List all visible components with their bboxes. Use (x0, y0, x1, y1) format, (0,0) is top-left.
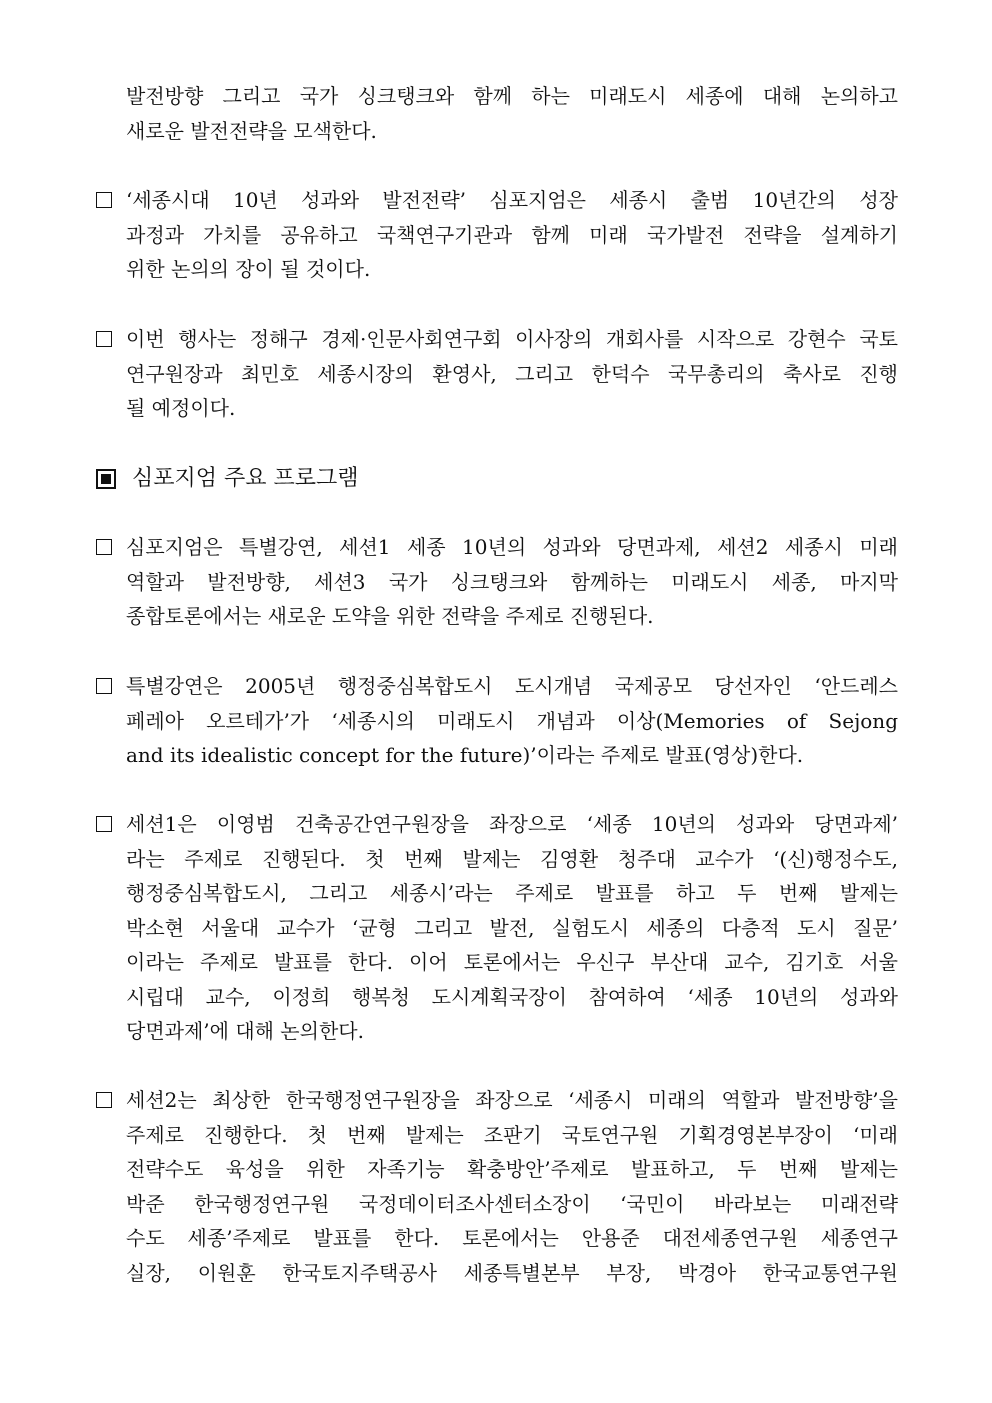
line-text: 전략수도 육성을 위한 자족기능 확충방안’주제로 발표하고, 두 번째 발제는 (126, 1157, 898, 1181)
section-heading (96, 461, 359, 497)
paragraph-line (96, 322, 898, 357)
paragraph-line (96, 945, 898, 980)
line-text: 박소현 서울대 교수가 ‘균형 그리고 발전, 실험도시 세종의 다층적 도시 질문’ (126, 915, 898, 940)
line-text: 연구원장과 최민호 세종시장의 환영사, 그리고 한덕수 국무총리의 축사로 진행 (126, 361, 898, 386)
paragraph-line (96, 79, 898, 114)
line-text: 실장, 이원훈 한국토지주택공사 세종특별본부 부장, 박경아 한국교통연구원 (126, 1260, 898, 1285)
line-text: 수도 세종’주제로 발표를 한다. 토론에서는 안용준 대전세종연구원 세종연구 (126, 1226, 898, 1250)
paragraph-line (96, 704, 898, 739)
line-text: 위한 논의의 장이 될 것이다. (126, 257, 371, 281)
paragraph-line (96, 738, 898, 773)
paragraph-line (96, 669, 898, 704)
paragraph-line (96, 1187, 898, 1222)
paragraph-line (96, 1221, 898, 1256)
line-text: 역할과 발전방향, 세션3 국가 싱크탱크와 함께하는 미래도시 세종, 마지막 (126, 569, 898, 594)
line-text: 주제로 진행한다. 첫 번째 발제는 조판기 국토연구원 기획경영본부장이 ‘미래 (126, 1122, 898, 1147)
line-text: 당면과제’에 대해 논의한다. (126, 1019, 364, 1043)
lecture-paragraph (96, 669, 898, 773)
paragraph-line (96, 183, 898, 218)
line-text: 세션1은 이영범 건축공간연구원장을 좌장으로 ‘세종 10년의 성과와 당면과제’ (126, 812, 898, 836)
paragraph-line (96, 876, 898, 911)
line-text: 이라는 주제로 발표를 한다. 이어 토론에서는 우신구 부산대 교수, 김기호 서울 (126, 950, 898, 974)
checkbox-icon (96, 816, 112, 832)
section-heading-text: 심포지엄 주요 프로그램 (132, 466, 359, 491)
line-text: 라는 주제로 진행된다. 첫 번째 발제는 김영환 청주대 교수가 ‘(신)행정수도, (126, 846, 898, 871)
intro-paragraph (96, 79, 898, 148)
paragraph-line (96, 218, 898, 253)
line-text: 페레아 오르테가’가 ‘세종시의 미래도시 개념과 이상(Memories of Sejong (126, 708, 898, 733)
line-text: 심포지엄은 특별강연, 세션1 세종 10년의 성과와 당면과제, 세션2 세종시 미래 (126, 535, 898, 559)
line-text: 박준 한국행정연구원 국정데이터조사센터소장이 ‘국민이 바라보는 미래전략 (126, 1191, 898, 1216)
line-text: 과정과 가치를 공유하고 국책연구기관과 함께 미래 국가발전 전략을 설계하기 (126, 222, 898, 247)
paragraph-line (96, 565, 898, 600)
symposium-paragraph (96, 183, 898, 287)
line-text: 이번 행사는 정해구 경제·인문사회연구회 이사장의 개회사를 시작으로 강현수 국토 (126, 327, 898, 351)
filled-square-icon (96, 469, 116, 489)
paragraph-line (96, 807, 898, 842)
paragraph-line (96, 1118, 898, 1153)
checkbox-icon (96, 539, 112, 555)
paragraph-line (96, 357, 898, 392)
paragraph-line (96, 252, 898, 287)
paragraph-line (96, 1014, 898, 1049)
line-text: 행정중심복합도시, 그리고 세종시’라는 주제로 발표를 하고 두 번째 발제는 (126, 881, 898, 905)
line-text: 세션2는 최상한 한국행정연구원장을 좌장으로 ‘세종시 미래의 역할과 발전방향’을 (126, 1088, 898, 1112)
line-text: 될 예정이다. (126, 396, 236, 420)
program-paragraph (96, 530, 898, 634)
session1-paragraph (96, 807, 898, 1049)
paragraph-line (96, 911, 898, 946)
paragraph-line (96, 980, 898, 1015)
paragraph-line (96, 114, 898, 149)
event-paragraph (96, 322, 898, 426)
checkbox-icon (96, 1092, 112, 1108)
paragraph-line (96, 530, 898, 565)
line-text: 시립대 교수, 이정희 행복청 도시계획국장이 참여하여 ‘세종 10년의 성과와 (126, 984, 898, 1009)
paragraph-line (96, 1152, 898, 1187)
paragraph-line (96, 391, 898, 426)
line-text: 새로운 발전전략을 모색한다. (126, 118, 377, 143)
line-text: ‘세종시대 10년 성과와 발전전략’ 심포지엄은 세종시 출범 10년간의 성장 (126, 188, 898, 212)
line-text: 발전방향 그리고 국가 싱크탱크와 함께 하는 미래도시 세종에 대해 논의하고 (126, 84, 898, 108)
paragraph-line (96, 1083, 898, 1118)
checkbox-icon (96, 678, 112, 694)
line-text: 특별강연은 2005년 행정중심복합도시 도시개념 국제공모 당선자인 ‘안드레스 (126, 674, 898, 698)
line-text: 종합토론에서는 새로운 도약을 위한 전략을 주제로 진행된다. (126, 604, 654, 628)
paragraph-line (96, 842, 898, 877)
checkbox-icon (96, 331, 112, 347)
session2-paragraph (96, 1083, 898, 1290)
line-text: and its idealistic concept for the future)’이라는 주제로 발표(영상)한다. (126, 743, 804, 767)
checkbox-icon (96, 192, 112, 208)
paragraph-line (96, 1256, 898, 1291)
paragraph-line (96, 599, 898, 634)
